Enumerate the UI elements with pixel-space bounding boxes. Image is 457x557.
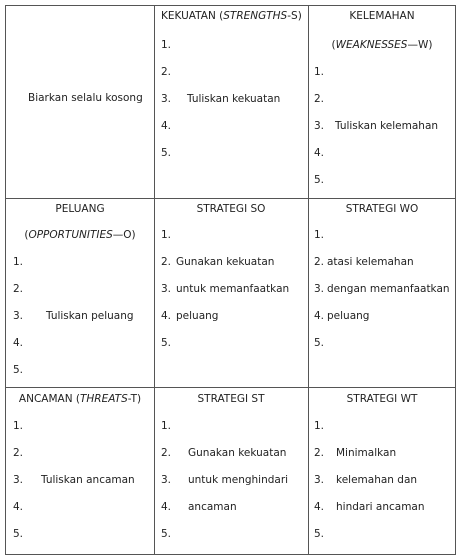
wo-number-5: 5. [314, 337, 325, 349]
strength-number-1: 1. [161, 39, 172, 51]
so-number-3: 3. [161, 283, 172, 295]
st-title: STRATEGI ST [197, 393, 265, 405]
opportunities-note: Tuliskan peluang [46, 310, 134, 322]
st-number-1: 1. [161, 420, 172, 432]
wt-number-3: 3. [314, 474, 325, 486]
opportunities-title: PELUANG [55, 203, 105, 215]
swot-matrix [5, 5, 456, 555]
wt-line-3: kelemahan dan [336, 474, 418, 486]
so-line-3: untuk memanfaatkan [176, 283, 290, 295]
row-divider-2 [6, 387, 455, 388]
strengths-note: Tuliskan kekuatan [187, 93, 281, 105]
weakness-number-2: 2. [314, 93, 325, 105]
weakness-number-3: 3. [314, 120, 325, 132]
strength-number-3: 3. [161, 93, 172, 105]
weakness-number-4: 4. [314, 147, 325, 159]
column-divider-2 [308, 6, 309, 554]
so-number-2: 2. [161, 256, 172, 268]
wt-number-4: 4. [314, 501, 325, 513]
wo-number-2: 2. [314, 256, 325, 268]
so-number-1: 1. [161, 229, 172, 241]
weakness-number-5: 5. [314, 174, 325, 186]
opportunity-number-1: 1. [13, 256, 24, 268]
row-divider-1 [6, 198, 455, 199]
st-number-3: 3. [161, 474, 172, 486]
st-number-5: 5. [161, 528, 172, 540]
threat-number-1: 1. [13, 420, 24, 432]
weakness-subtitle: (WEAKNESSES—W) [331, 39, 433, 51]
st-line-2: Gunakan kekuatan [188, 447, 287, 459]
wo-number-3: 3. [314, 283, 325, 295]
so-line-4: peluang [176, 310, 219, 322]
weakness-number-1: 1. [314, 66, 325, 78]
wt-number-2: 2. [314, 447, 325, 459]
strength-number-5: 5. [161, 147, 172, 159]
threat-number-5: 5. [13, 528, 24, 540]
st-number-4: 4. [161, 501, 172, 513]
opportunities-subtitle: (OPPORTUNITIES—O) [24, 229, 136, 241]
wo-line-2: atasi kelemahan [327, 256, 414, 268]
wo-line-3: dengan memanfaatkan [327, 283, 450, 295]
so-title: STRATEGI SO [196, 203, 266, 215]
wt-title: STRATEGI WT [346, 393, 418, 405]
strengths-title: KEKUATAN (STRENGTHS-S) [161, 10, 302, 22]
threats-title: ANCAMAN (THREATS-T) [18, 393, 142, 405]
threats-note: Tuliskan ancaman [41, 474, 135, 486]
threat-number-2: 2. [13, 447, 24, 459]
strength-number-4: 4. [161, 120, 172, 132]
wo-number-4: 4. [314, 310, 325, 322]
opportunity-number-3: 3. [13, 310, 24, 322]
wt-number-1: 1. [314, 420, 325, 432]
wt-line-4: hindari ancaman [336, 501, 425, 513]
so-number-4: 4. [161, 310, 172, 322]
wo-line-4: peluang [327, 310, 370, 322]
st-number-2: 2. [161, 447, 172, 459]
threat-number-3: 3. [13, 474, 24, 486]
so-number-5: 5. [161, 337, 172, 349]
wo-number-1: 1. [314, 229, 325, 241]
st-line-3: untuk menghindari [188, 474, 289, 486]
opportunity-number-5: 5. [13, 364, 24, 376]
st-line-4: ancaman [188, 501, 237, 513]
opportunity-number-4: 4. [13, 337, 24, 349]
weakness-note: Tuliskan kelemahan [335, 120, 439, 132]
strength-number-2: 2. [161, 66, 172, 78]
empty-cell-note: Biarkan selalu kosong [28, 92, 143, 104]
wt-line-2: Minimalkan [336, 447, 397, 459]
threat-number-4: 4. [13, 501, 24, 513]
so-line-2: Gunakan kekuatan [176, 256, 275, 268]
column-divider-1 [154, 6, 155, 554]
weakness-title: KELEMAHAN [349, 10, 415, 22]
wo-title: STRATEGI WO [345, 203, 419, 215]
opportunity-number-2: 2. [13, 283, 24, 295]
wt-number-5: 5. [314, 528, 325, 540]
